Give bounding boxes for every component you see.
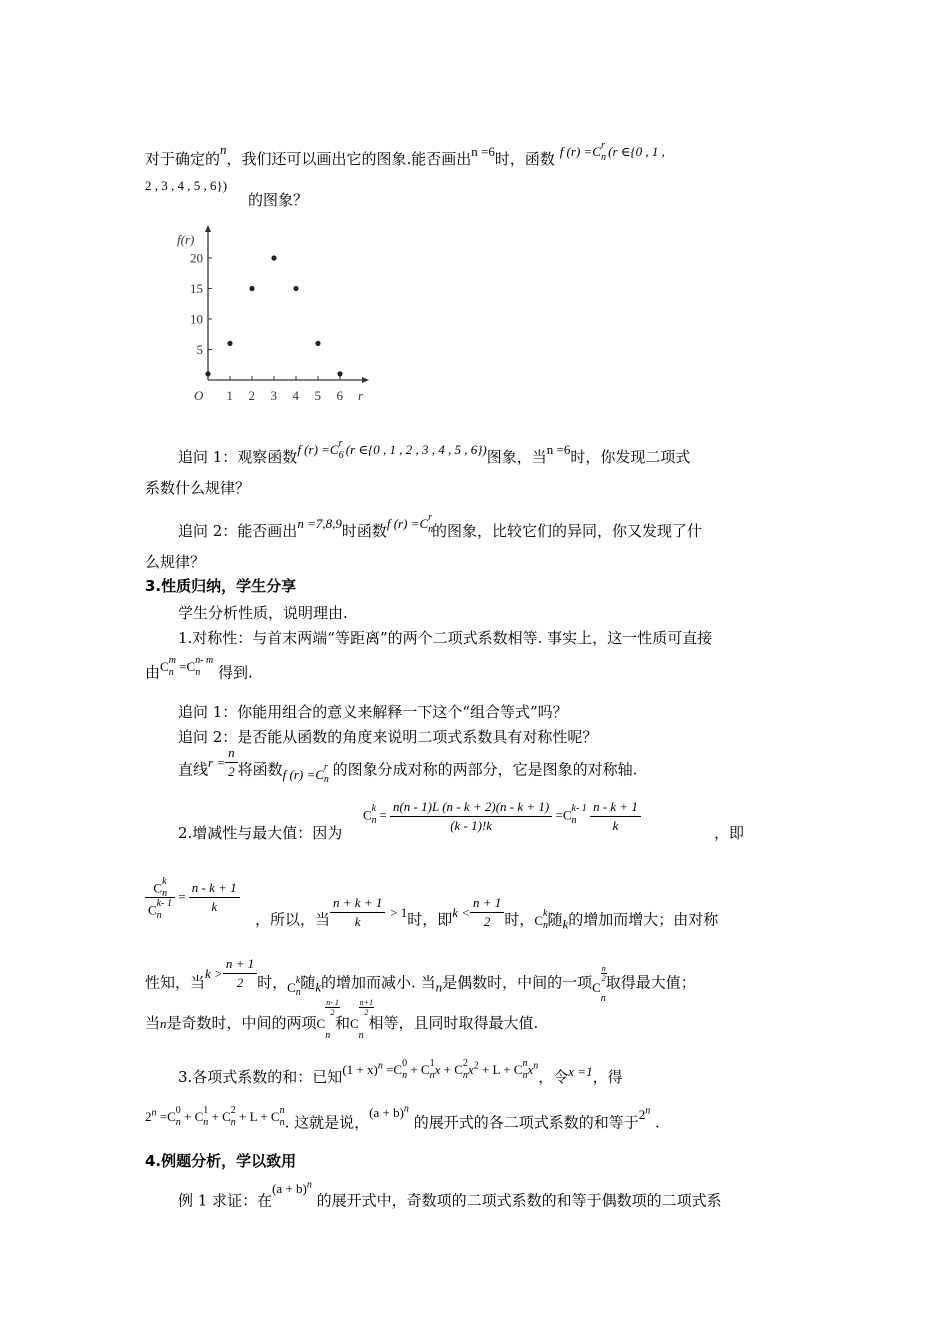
math-function: f $(r) =C^r$ n (r ∈{0 , 1 , (559, 139, 665, 163)
x-tick-label: 3 (270, 388, 277, 403)
followup-3-1: 追问 1：你能用组合的意义来解释一下这个“组合等式”吗？ (178, 703, 568, 721)
monotonicity-identity: $C^k$ n = $\frac{n(n - 1)L (n - k + 2)(n - k + 1)}{(k - 1)!k}$ $=C^{k- 1}$ n $\frac{n - k + 1}{k}$ (363, 798, 641, 844)
math-n-values: n =7,8,9 (297, 516, 342, 531)
symmetry-line: 1.对称性：与首末两端“等距离”的两个二项式系数相等. 事实上，这一性质可直接 (178, 629, 713, 647)
section-3-heading: 3.性质归纳，学生分享 (145, 577, 297, 595)
data-point (293, 286, 298, 291)
y-tick-label: 5 (196, 342, 203, 357)
math-n: n (220, 142, 227, 157)
example-1: 例 1 求证：在$(a + b)^n$ 的展开式中，奇数项的二项式系数的和等于偶数项的二项式系 (178, 1180, 722, 1210)
data-point (227, 341, 232, 346)
odd-line: 当n是奇数时，中间的两项C $\frac{n- 1}{2}$ $_n$ 和C $\frac{n+1}{2}$ $_n$ 相等，且同时取得最大值. (145, 998, 539, 1041)
followup-2: 追问 2：能否画出$^{n =7,8,9}$时函数f $(r) =C^r$ n 的图象，比较它们的异同，你又发现了什 (178, 511, 703, 540)
x-axis-arrow (362, 377, 369, 383)
data-point (249, 286, 254, 291)
text: 对于确定的 (145, 150, 221, 168)
ratio-expression: $C^k$ n $C^{k- 1}$ n = $\frac{n - k + 1}{k}$ (145, 876, 240, 922)
data-point (315, 341, 320, 346)
data-point (271, 255, 276, 260)
y-tick-label: 20 (190, 250, 203, 266)
x-tick-label: 6 (336, 388, 343, 403)
symmetry-axis-line: 直线r = $\frac{n}{2}$ 将函数f $(r) =C^r$ n 的图象分成对称的两部分，它是图象的对称轴. (178, 745, 638, 786)
math-n-eq-6: n =6 (471, 144, 495, 159)
x-tick-label: 4 (292, 388, 299, 403)
x-tick-label: 5 (314, 388, 321, 403)
section-4-heading: 4.例题分析，学以致用 (145, 1152, 297, 1170)
followup-3-2: 追问 2：是否能从函数的角度来说明二项式系数具有对称性呢？ (178, 728, 598, 746)
sum-identity: $2^n =C^0$ n + $C^1$ n + $C^2$ n + $L + C^n$ n (145, 1105, 285, 1128)
intro-line-2: 2 , 3 , 4 , 5 , 6}) (145, 178, 228, 193)
fraction-n-over-2: $\frac{n}{2}$ (225, 744, 238, 781)
sum-result-line: $2^n =C^0$ n + $C^1$ n + $C^2$ n + $L + C^n$ n . 这就是说，$(a + b)^n$ 的展开式的各二项式系数的和等于2$^n$ . (145, 1104, 660, 1132)
section-3-intro: 学生分析性质，说明理由. (178, 604, 348, 622)
x-tick-label: 1 (226, 388, 233, 403)
math-function-c6: f $(r) =C^r$ 6 (r ∈{0 , 1 , 2 , 3 , 4 , 5 , 6}) (297, 437, 487, 461)
data-point (205, 371, 210, 376)
intro-line-3: 的图象？ (248, 191, 309, 209)
monotonicity-label: 2.增减性与最大值：因为 (178, 824, 343, 842)
text: ，我们还可以画出它的图象.能否画出 (226, 150, 472, 168)
origin-label: O (194, 388, 204, 403)
math-n-eq-6: n =6 (546, 442, 571, 457)
math-function-cn: f $(r) =C^r$ n (386, 511, 434, 535)
y-axis-label: f(r) (177, 232, 195, 247)
intro-line-1 (145, 140, 665, 170)
binomial-expansion: $(1 + x)^n =C^0$ n + $C^1$ n $x + C^2$ n $x^2 + L + C^n$ n $x^n$ (342, 1057, 539, 1081)
followup-1: 追问 1：观察函数f $(r) =C^r$ 6 (r ∈{0 , 1 , 2 , 3 , 4 , 5 , 6})图象，当$^{n =6}$时，你发现二项式 (178, 437, 691, 466)
x-tick-label: 2 (248, 388, 255, 403)
ratio-line-text: ，所以，当 $\frac{n + k + 1}{k}$ > 1时，即k < $\frac{n + 1}{2}$ 时，$C^k$ n 随$_k$的增加而增大；由对称 (255, 895, 719, 932)
data-point (337, 371, 342, 376)
binomial-coefficient-plot (174, 224, 370, 408)
decrease-line: 性知，当k > $\frac{n + 1}{2}$ 时，$C^k$ n 随$_k$的增加而减小. 当$_n$是偶数时，中间的一项C $\frac{n}{2}$ $_n$取得最大值； (145, 956, 696, 1005)
y-tick-label: 10 (190, 311, 203, 327)
followup-1-cont: 系数什么规律？ (145, 479, 251, 497)
followup-2-cont: 么规律？ (145, 553, 206, 571)
y-axis-arrow (205, 225, 211, 232)
x-axis-label: r (358, 388, 364, 403)
symmetry-line-2: 由$C^m$ n $=C^{n- m}$ n 得到. (145, 655, 253, 682)
text: 时，函数 (494, 150, 555, 168)
sum-line: 3.各项式系数的和：已知$(1 + x)^n =C^0$ n + $C^1$ n $x + C^2$ n $x^2 + L + C^n$ n $x^n$，令$^{x =1}$，得 (178, 1057, 623, 1086)
math-symmetry-identity: $C^m$ n $=C^{n- m}$ n (160, 655, 214, 678)
y-tick-label: 15 (190, 281, 203, 296)
text-ji: ，即 (714, 824, 745, 842)
